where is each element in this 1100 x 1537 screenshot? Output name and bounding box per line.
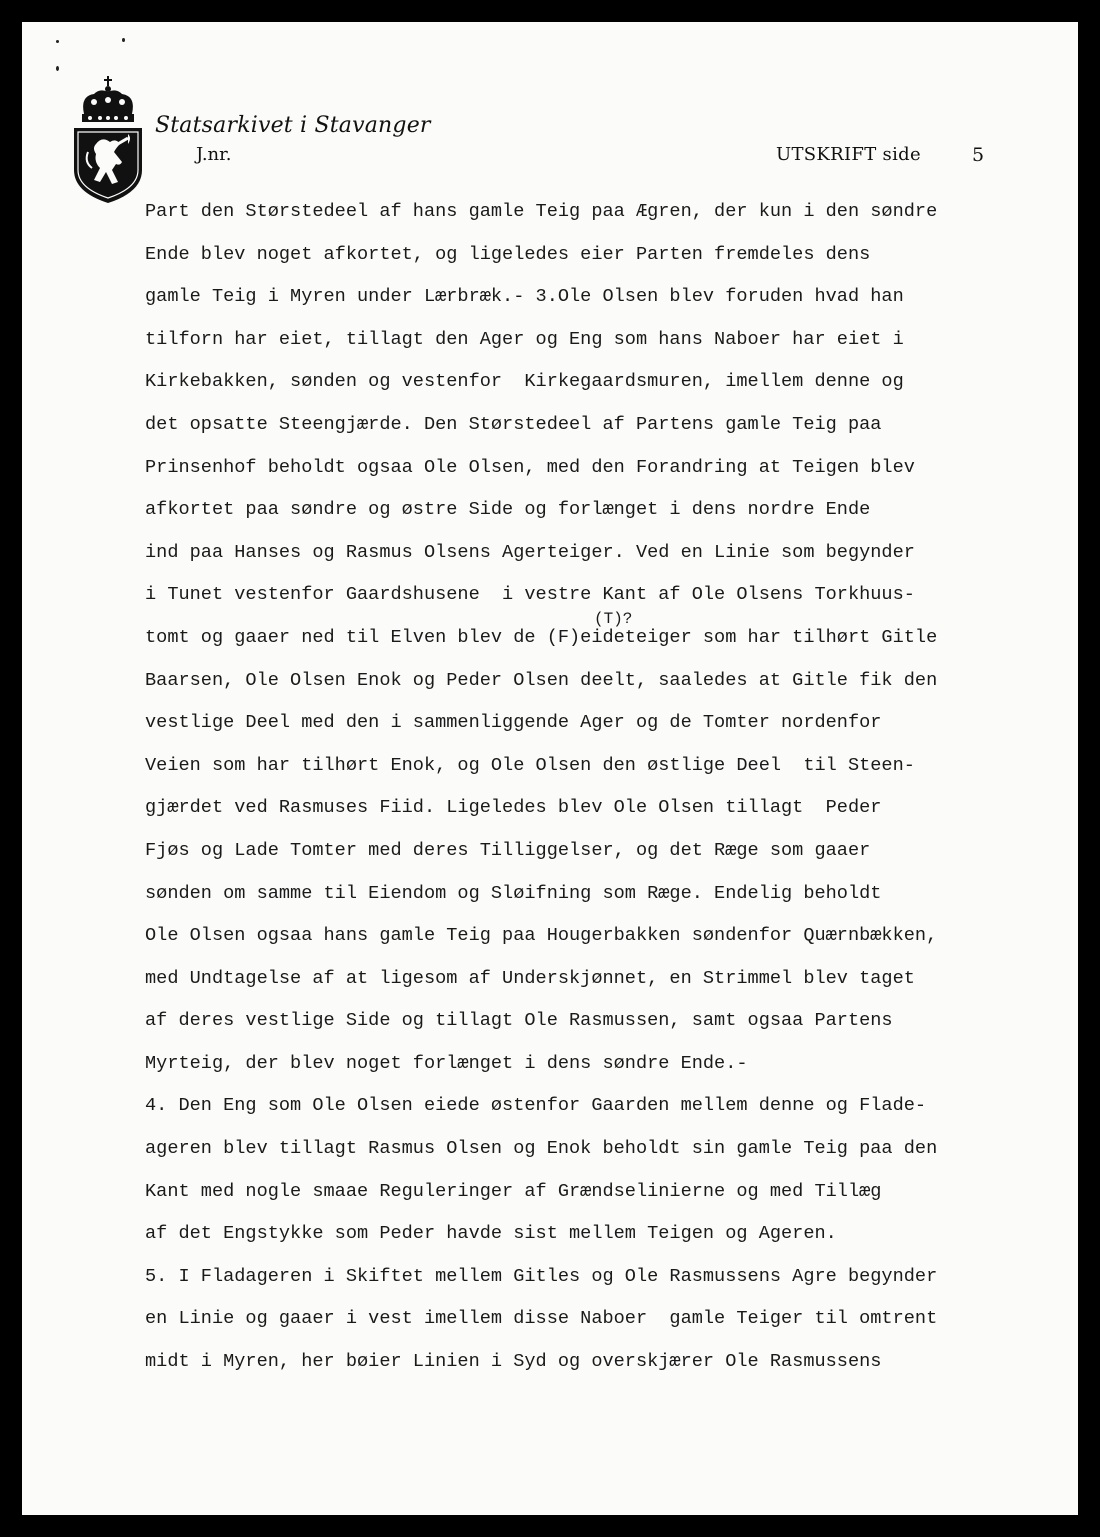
text-line: i Tunet vestenfor Gaardshusene i vestre Kant af Ole Olsens Torkhuus- [145, 584, 915, 606]
text-line: Myrteig, der blev noget forlænget i dens søndre Ende.- [145, 1052, 748, 1074]
scan-speck [56, 66, 59, 71]
text-line: Kirkebakken, sønden og vestenfor Kirkegaardsmuren, imellem denne og [145, 371, 904, 393]
text-line: ageren blev tillagt Rasmus Olsen og Enok beholdt sin gamle Teig paa den [145, 1138, 938, 1160]
text-line: med Undtagelse af at ligesom af Underskjønnet, en Strimmel blev taget [145, 967, 915, 989]
text-line: vestlige Deel med den i sammenliggende Ager og de Tomter nordenfor [145, 712, 882, 734]
text-line: Prinsenhof beholdt ogsaa Ole Olsen, med den Forandring at Teigen blev [145, 456, 915, 478]
text-line: midt i Myren, her bøier Linien i Syd og overskjærer Ole Rasmussens [145, 1351, 882, 1373]
text-line: en Linie og gaaer i vest imellem disse Naboer gamle Teiger til omtrent [145, 1308, 938, 1330]
transcript-text [145, 196, 1065, 1389]
coat-of-arms-icon [70, 72, 146, 204]
text-line: tomt og gaaer ned til Elven blev de (F)eideteiger som har tilhørt Gitle [145, 626, 938, 648]
text-line: Part den Størstedeel af hans gamle Teig paa Ægren, der kun i den søndre [145, 201, 938, 222]
document-page [22, 22, 1078, 1515]
text-line: ind paa Hanses og Rasmus Olsens Agerteiger. Ved en Linie som begynder [145, 541, 915, 563]
scan-speck [56, 40, 59, 43]
text-line: af deres vestlige Side og tillagt Ole Rasmussen, samt ogsaa Partens [145, 1010, 893, 1032]
archive-name: Statsarkivet i Stavanger [155, 113, 431, 138]
text-line: sønden om samme til Eiendom og Sløifning som Ræge. Endelig beholdt [145, 882, 882, 904]
text-line: af det Engstykke som Peder havde sist mellem Teigen og Ageren. [145, 1223, 837, 1245]
text-line: Ole Olsen ogsaa hans gamle Teig paa Hougerbakken søndenfor Quærnbækken, [145, 925, 938, 947]
journal-number-label: J.nr. [196, 144, 232, 165]
text-line: Fjøs og Lade Tomter med deres Tilliggelser, og det Ræge som gaaer [145, 839, 871, 861]
text-line: tilforn har eiet, tillagt den Ager og Eng som hans Naboer har eiet i [145, 328, 904, 350]
page-label: UTSKRIFT side [776, 144, 921, 165]
text-line: det opsatte Steengjærde. Den Størstedeel af Partens gamle Teig paa [145, 413, 882, 435]
text-line: Kant med nogle smaae Reguleringer af Grændselinierne og med Tillæg [145, 1180, 882, 1202]
scan-speck [122, 38, 125, 42]
text-line: Veien som har tilhørt Enok, og Ole Olsen den østlige Deel til Steen- [145, 754, 915, 776]
text-line: Baarsen, Ole Olsen Enok og Peder Olsen deelt, saaledes at Gitle fik den [145, 669, 938, 691]
text-line: gjærdet ved Rasmuses Fiid. Ligeledes blev Ole Olsen tillagt Peder [145, 797, 882, 819]
correction-note: (T)? [594, 610, 633, 628]
text-line: afkortet paa søndre og østre Side og forlænget i dens nordre Ende [145, 499, 871, 521]
page-number: 5 [972, 144, 985, 166]
text-line: gamle Teig i Myren under Lærbræk.- 3.Ole Olsen blev foruden hvad han [145, 286, 904, 308]
text-line: 4. Den Eng som Ole Olsen eiede østenfor Gaarden mellem denne og Flade- [145, 1095, 927, 1117]
text-line: 5. I Fladageren i Skiftet mellem Gitles og Ole Rasmussens Agre begynder [145, 1265, 938, 1287]
text-line: Ende blev noget afkortet, og ligeledes eier Parten fremdeles dens [145, 243, 871, 265]
